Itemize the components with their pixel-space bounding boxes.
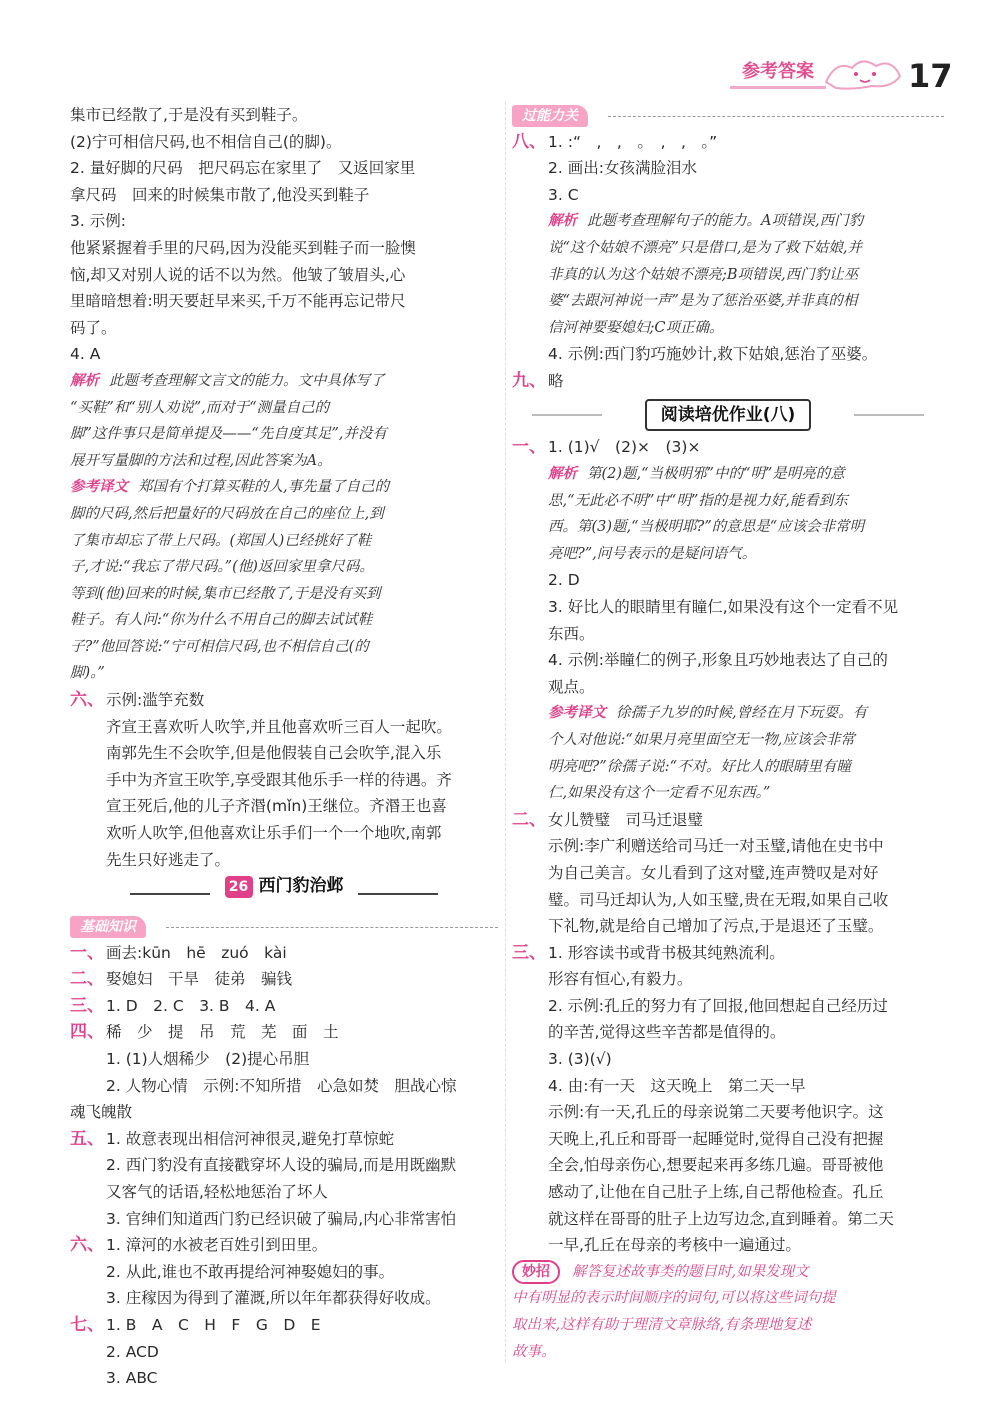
question-number: 九、 bbox=[512, 370, 546, 391]
reading-title: 阅读培优作业(八) bbox=[645, 399, 812, 431]
answer-item bbox=[70, 1312, 498, 1339]
text-line: 4. 由:有一天 这天晚上 第二天一早 bbox=[548, 1076, 806, 1095]
analysis-line: 解析 此题考查理解句子的能力。A项错误,西门豹 bbox=[548, 212, 864, 230]
translation-line: 等到(他)回来的时候,集市已经散了,于是没有买到 bbox=[70, 585, 381, 602]
header-answer-label: 参考答案 bbox=[730, 58, 826, 89]
translation-line: 明亮吧?”徐孺子说:“不对。好比人的眼睛里有瞳 bbox=[548, 758, 851, 775]
question-nine: 九、 略 bbox=[512, 368, 944, 395]
text-line: 示例:有一天,孔丘的母亲说第二天要考他识字。这 bbox=[548, 1103, 884, 1122]
answer-text: 2. ACD bbox=[106, 1342, 159, 1361]
answer-item bbox=[70, 1206, 498, 1233]
text-line: 南郭先生不会吹竽,但是他假装自己会吹竽,混入乐 bbox=[106, 744, 442, 763]
question-six: 六、 示例:滥竽充数 bbox=[70, 687, 498, 714]
analysis-line: 说“这个姑娘不漂亮”只是借口,是为了救下姑娘,并 bbox=[548, 239, 863, 256]
text-line: 欢听人吹竽,但他喜欢让乐手们一个一个地吹,南郭 bbox=[106, 824, 442, 843]
text-line: 一早,孔丘在母亲的考核中一遍通过。 bbox=[548, 1236, 801, 1255]
text-line: 3. (3)(√) bbox=[548, 1050, 612, 1069]
text-line: 4. A bbox=[70, 345, 101, 364]
answer-text: 3. 官绅们知道西门豹已经识破了骗局,内心非常害怕 bbox=[106, 1209, 457, 1228]
text-line: 里暗暗想着:明天要赶早来买,千万不能再忘记带尺 bbox=[70, 292, 406, 311]
translation-line: 脚的尺码,然后把量好的尺码放在自己的座位上,到 bbox=[70, 505, 384, 522]
section-divider bbox=[166, 927, 498, 928]
text-line: 形容有恒心,有毅力。 bbox=[548, 970, 693, 989]
answer-text: 又客气的话语,轻松地惩治了坏人 bbox=[106, 1183, 328, 1202]
text-line: (2)宁可相信尺码,也不相信自己(的脚)。 bbox=[70, 132, 342, 151]
analysis-line: 展开写量脚的方法和过程,因此答案为A。 bbox=[70, 452, 332, 469]
text-line: 为自己美言。女儿看到了这对璧,连声赞叹是对好 bbox=[548, 863, 879, 882]
answer-text: 1. 故意表现出相信河神很灵,避免打草惊蛇 bbox=[106, 1129, 395, 1148]
answer-text: 2. 从此,谁也不敢再提给河神娶媳妇的事。 bbox=[106, 1262, 395, 1281]
answer-item bbox=[70, 1046, 498, 1073]
analysis-line: 解析 此题考查理解文言文的能力。文中具体写了 bbox=[70, 371, 385, 389]
lesson-number-badge: 26 bbox=[225, 876, 253, 898]
text-line: 宣王死后,他的儿子齐湣(mǐn)王继位。齐湣王也喜 bbox=[106, 797, 447, 816]
translation-tag: 参考译文 bbox=[548, 704, 606, 722]
question-number: 一、 bbox=[512, 437, 546, 458]
analysis-line: 西。第(3)题,“当极明耶?”的意思是“应该会非常明 bbox=[548, 519, 865, 536]
answer-text: 1. B A C H F G D E bbox=[106, 1316, 321, 1335]
question-number: 二、 bbox=[512, 809, 546, 830]
answer-item bbox=[70, 1285, 498, 1312]
text-line: 他紧紧握着手里的尺码,因为没能买到鞋子而一脸懊 bbox=[70, 238, 416, 257]
question-number: 二、 bbox=[70, 969, 104, 990]
translation-line: 个人对他说:“如果月亮里面空无一物,应该会非常 bbox=[548, 731, 855, 748]
text-line: 4. 示例:举瞳仁的例子,形象且巧妙地表达了自己的 bbox=[548, 651, 888, 670]
text-line: 2. D bbox=[548, 571, 580, 590]
question-number: 三、 bbox=[512, 942, 546, 963]
translation-line: 了集市却忘了带上尺码。(郑国人)已经挑好了鞋 bbox=[70, 532, 372, 549]
question-number: 四、 bbox=[70, 1022, 104, 1043]
translation-line: 鞋子。有人问:“你为什么不用自己的脚去试试鞋 bbox=[70, 612, 373, 629]
text-line: 示例:李广利赠送给司马迁一对玉璧,请他在史书中 bbox=[548, 837, 884, 856]
tip-line: 取出来,这样有助于理清文章脉络,有条理地复述 bbox=[512, 1317, 812, 1334]
text-line: 就这样在哥哥的肚子上边写边念,直到睡着。第二天 bbox=[548, 1209, 894, 1228]
tip-badge: 妙招 bbox=[512, 1260, 560, 1284]
question-number: 一、 bbox=[70, 942, 104, 963]
text-line: 齐宣王喜欢听人吹竽,并且他喜欢听三百人一起吹。 bbox=[106, 717, 452, 736]
text-line: 的辛苦,觉得这些辛苦都是值得的。 bbox=[548, 1023, 786, 1042]
answer-text: 画去:kūn hē zuó kài bbox=[106, 943, 287, 962]
question-number: 八、 bbox=[512, 131, 546, 152]
answer-item bbox=[70, 1126, 498, 1153]
answer-item bbox=[70, 993, 498, 1020]
answer-item bbox=[70, 940, 498, 967]
answer-item bbox=[70, 1232, 498, 1259]
analysis-tag: 解析 bbox=[548, 465, 577, 483]
left-column bbox=[70, 102, 498, 1392]
translation-line: 仁,如果没有这个一定看不见东西。” bbox=[548, 785, 771, 802]
text-line: 东西。 bbox=[548, 624, 595, 643]
answer-item bbox=[70, 1179, 498, 1206]
translation-tag: 参考译文 bbox=[70, 478, 128, 496]
text-line: 3. 示例: bbox=[70, 212, 126, 231]
answer-item bbox=[70, 966, 498, 993]
analysis-line: 信河神要娶媳妇;C项正确。 bbox=[548, 319, 724, 336]
question-number: 五、 bbox=[70, 1128, 104, 1149]
analysis-line: 思,“无此必不明”中“明”指的是视力好,能看到东 bbox=[548, 492, 848, 509]
text-line: 下礼物,就是给自己增加了污点,于是退还了玉璧。 bbox=[548, 917, 884, 936]
answer-text: 3. ABC bbox=[106, 1369, 158, 1388]
answer-text: 1. 漳河的水被老百姓引到田里。 bbox=[106, 1236, 328, 1255]
section-divider bbox=[608, 116, 944, 117]
analysis-line: 亮吧?”,问号表示的是疑问语气。 bbox=[548, 545, 757, 562]
section-header-pass bbox=[512, 102, 944, 129]
text-line: 2. 量好脚的尺码 把尺码忘在家里了 又返回家里 bbox=[70, 159, 416, 178]
answer-item bbox=[70, 1073, 498, 1100]
tip-line: 妙招 解答复述故事类的题目时,如果发现文 bbox=[512, 1259, 944, 1286]
answer-item bbox=[70, 1339, 498, 1366]
text-line: 观点。 bbox=[548, 677, 595, 696]
question-eight: 八、 1. :“ , , 。 , , 。” bbox=[512, 129, 944, 156]
text-line: 集市已经散了,于是没有买到鞋子。 bbox=[70, 106, 308, 124]
page-number: 17 bbox=[908, 57, 953, 95]
tip-line: 中有明显的表示时间顺序的词句,可以将这些词句提 bbox=[512, 1290, 836, 1307]
text-line: 4. 示例:西门豹巧施妙计,救下姑娘,惩治了巫婆。 bbox=[548, 345, 878, 364]
text-line: 码了。 bbox=[70, 318, 117, 337]
text-line: 璧。司马迁却认为,人如玉璧,贵在无瑕,如果自己收 bbox=[548, 890, 889, 909]
text-line: 感动了,让他在自己肚子上练,自己帮他检查。孔丘 bbox=[548, 1183, 884, 1202]
analysis-line: 解析 第(2)题,“当极明邪”中的“明”是明亮的意 bbox=[548, 465, 845, 483]
translation-line: 脚)。” bbox=[70, 665, 105, 682]
analysis-line: “买鞋”和“别人劝说”,而对于“测量自己的 bbox=[70, 399, 330, 416]
analysis-line: 非真的认为这个姑娘不漂亮;B项错误,西门豹让巫 bbox=[548, 266, 859, 283]
answer-text: 魂飞魄散 bbox=[70, 1103, 133, 1122]
answer-text: 1. D 2. C 3. B 4. A bbox=[106, 996, 276, 1015]
text-line: 天晚上,孔丘和哥哥一起睡觉时,觉得自己没有把握 bbox=[548, 1129, 884, 1148]
section-label: 基础知识 bbox=[70, 916, 146, 938]
tip-line: 故事。 bbox=[512, 1343, 556, 1360]
text-line: 先生只好逃走了。 bbox=[106, 850, 231, 869]
answer-item bbox=[70, 1365, 498, 1392]
question-number: 六、 bbox=[70, 690, 104, 711]
answer-text: 稀 少 提 吊 荒 芜 面 土 bbox=[106, 1023, 339, 1042]
question-number: 六、 bbox=[70, 1235, 104, 1256]
reading-title-row bbox=[512, 395, 944, 435]
text-line: 3. 好比人的眼睛里有瞳仁,如果没有这个一定看不见 bbox=[548, 597, 899, 616]
text-line: 全会,怕母亲伤心,想要起来再多练几遍。哥哥被他 bbox=[548, 1156, 884, 1175]
translation-line: 子,才说:“我忘了带尺码。”(他)返回家里拿尺码。 bbox=[70, 559, 374, 576]
question-three: 三、 1. 形容读书或背书极其纯熟流利。 bbox=[512, 940, 944, 967]
section-label: 过能力关 bbox=[512, 105, 588, 127]
translation-line: 参考译文 徐孺子九岁的时候,曾经在月下玩耍。有 bbox=[548, 704, 868, 722]
analysis-tag: 解析 bbox=[548, 212, 577, 230]
column-divider bbox=[505, 102, 506, 1362]
right-column bbox=[512, 102, 944, 1365]
text-line: 3. C bbox=[548, 185, 579, 204]
analysis-line: 脚”这件事只是简单提及——“先自度其足”,并没有 bbox=[70, 426, 387, 443]
answer-text: 3. 庄稼因为得到了灌溉,所以年年都获得好收成。 bbox=[106, 1289, 441, 1308]
question-one: 一、 1. (1)√ (2)× (3)× bbox=[512, 434, 944, 461]
text-line: 手中为齐宣王吹竽,享受跟其他乐手一样的待遇。齐 bbox=[106, 770, 452, 789]
text-line: 恼,却又对别人说的话不以为然。他皱了皱眉头,心 bbox=[70, 265, 406, 284]
section-header-basic bbox=[70, 913, 498, 940]
question-two: 二、 女儿赞璧 司马迁退璧 bbox=[512, 807, 944, 834]
cartoon-decoration-icon bbox=[822, 52, 904, 92]
text-line: 拿尺码 回来的时候集市散了,他没买到鞋子 bbox=[70, 185, 370, 204]
answer-item bbox=[70, 1152, 498, 1179]
translation-line: 子?”他回答说:“宁可相信尺码,也不相信自己(的 bbox=[70, 638, 369, 655]
answer-text: 娶媳妇 干旱 徒弟 骗钱 bbox=[106, 970, 293, 989]
lesson-title: 西门豹治邺 bbox=[258, 876, 344, 897]
text-line: 2. 画出:女孩满脸泪水 bbox=[548, 159, 697, 178]
answer-item bbox=[70, 1259, 498, 1286]
answer-text: 2. 人物心情 示例:不知所措 心急如焚 胆战心惊 bbox=[106, 1076, 457, 1095]
answer-item bbox=[70, 1019, 498, 1046]
answer-item bbox=[70, 1099, 498, 1126]
question-number: 三、 bbox=[70, 995, 104, 1016]
lesson-heading bbox=[70, 873, 498, 913]
question-number: 七、 bbox=[70, 1315, 104, 1336]
translation-line: 参考译文 郑国有个打算买鞋的人,事先量了自己的 bbox=[70, 478, 390, 496]
answer-text: 2. 西门豹没有直接戳穿坏人设的骗局,而是用既幽默 bbox=[106, 1156, 457, 1175]
text-line: 2. 示例:孔丘的努力有了回报,他回想起自己经历过 bbox=[548, 996, 888, 1015]
analysis-tag: 解析 bbox=[70, 371, 99, 389]
analysis-line: 婆“去跟河神说一声”是为了惩治巫婆,并非真的相 bbox=[548, 293, 858, 310]
answer-text: 1. (1)人烟稀少 (2)提心吊胆 bbox=[106, 1050, 310, 1069]
